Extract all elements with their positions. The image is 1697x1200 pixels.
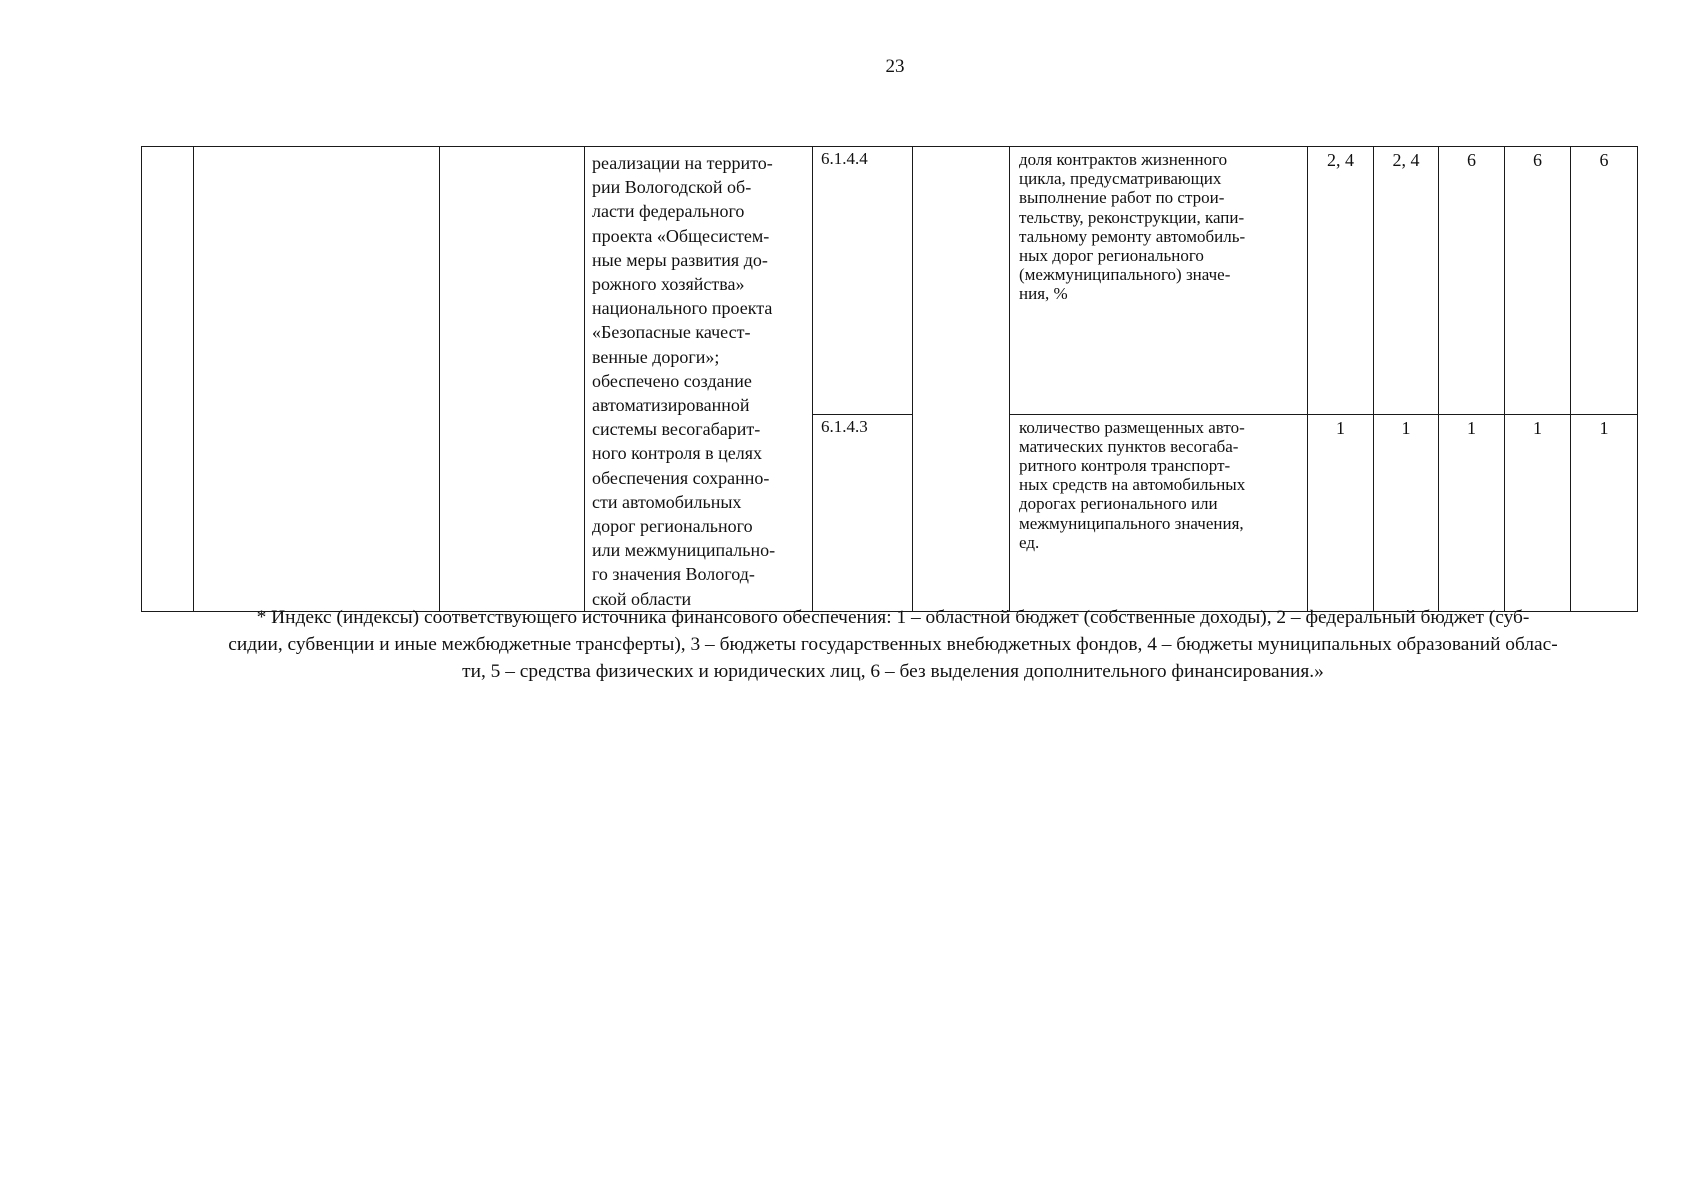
empty-cell-name bbox=[194, 147, 440, 612]
value-cell bbox=[1308, 147, 1374, 415]
indicator-code: 6.1.4.3 bbox=[821, 416, 868, 436]
table-row bbox=[142, 147, 1638, 415]
value: 1 bbox=[1467, 417, 1476, 438]
indicator-name: количество размещенных авто- матических пунктов весогаба- ритного контроля транспорт- ных средств на автомобильных дорогах регионального или межмуниципального значения, ед. bbox=[1019, 417, 1246, 552]
indicator-code: 6.1.4.4 bbox=[821, 149, 868, 168]
program-table bbox=[141, 146, 1638, 612]
empty-cell-executor bbox=[440, 147, 585, 612]
value: 2, 4 bbox=[1327, 150, 1354, 170]
indicator-code-cell bbox=[813, 414, 913, 611]
footnote: * Индекс (индексы) соответствующего источника финансового обеспечения: 1 – областной бюджет (собственные доходы), 2 – федеральный бюджет (суб- сидии, субвенции и иные межбюджетные трансферты), 3 – бюджеты государственных внебюджетных фондов, 4 – бюджеты муниципальных образований облас- ти, 5 – средства физических и юридических лиц, 6 – без выделения дополнительного финансирования.» bbox=[228, 607, 1558, 682]
indicator-code-cell bbox=[813, 147, 913, 415]
value: 1 bbox=[1533, 417, 1542, 438]
value: 1 bbox=[1599, 417, 1609, 438]
value: 1 bbox=[1336, 417, 1345, 438]
value-cell bbox=[1374, 147, 1439, 415]
indicator-name-cell bbox=[1010, 147, 1308, 415]
indicator-name-cell bbox=[1010, 414, 1308, 611]
value-cell bbox=[1505, 147, 1571, 415]
value-cell bbox=[1505, 414, 1571, 611]
value: 6 bbox=[1599, 150, 1609, 170]
value-cell bbox=[1571, 414, 1638, 611]
result-description: реализации на террито- рии Вологодской об- ласти федерального проекта «Общесистем- ные меры развития до- рожного хозяйства» национального проекта «Безопасные качест- венные дороги»; обеспечено создание автоматизированной системы весогабарит- ного контроля в целях обеспечения сохранно- сти автомобильных дорог регионального или межмуниципально- го значения Вологод- ской области bbox=[592, 153, 776, 609]
indicator-name: доля контрактов жизненного цикла, предусматривающих выполнение работ по строи- тельству, реконструкции, капи- тальному ремонту автомобиль- ных дорог регионального (межмуниципального) значе- ния, % bbox=[1019, 150, 1246, 304]
page-number: 23 bbox=[885, 56, 905, 77]
result-description-cell bbox=[585, 147, 813, 612]
value: 6 bbox=[1533, 150, 1542, 170]
value-cell bbox=[1374, 414, 1439, 611]
value-cell bbox=[1439, 147, 1505, 415]
value-cell bbox=[1571, 147, 1638, 415]
value-cell bbox=[1439, 414, 1505, 611]
empty-cell-source bbox=[913, 147, 1010, 612]
value: 2, 4 bbox=[1392, 150, 1420, 170]
value-cell bbox=[1308, 414, 1374, 611]
value: 1 bbox=[1401, 417, 1411, 438]
empty-cell-number bbox=[142, 147, 194, 612]
value: 6 bbox=[1467, 150, 1476, 170]
